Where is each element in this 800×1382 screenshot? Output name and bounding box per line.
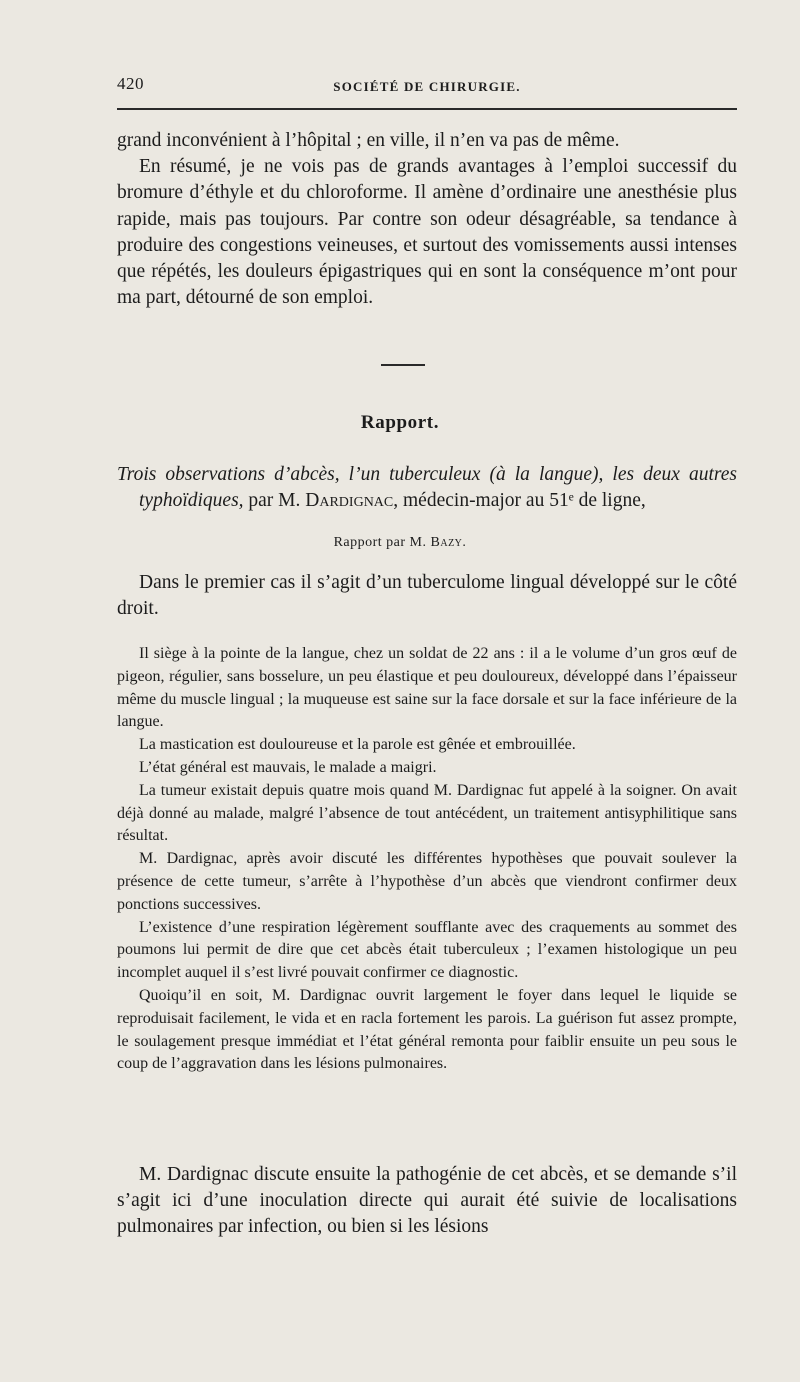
case-paragraph-5: M. Dardignac, après avoir discuté les différentes hypothèses que pouvait soulever la présence de cette tumeur, s’arrête à l’hypothèse d’un abcès que viendront confirmer deux ponctions successives. bbox=[117, 850, 737, 913]
intro-text bbox=[117, 128, 737, 311]
lead-paragraph: Dans le premier cas il s’agit d’un tuberculome lingual développé sur le côté droit. bbox=[117, 572, 737, 620]
report-title-rest: , médecin-major au 51ᵉ de ligne, bbox=[393, 490, 646, 511]
closing-paragraph: M. Dardignac discute ensuite la pathogénie de cet abcès, et se demande s’il s’agit ici d’une inoculation directe qui aurait été suivie de localisations pulmonaires par infection, ou bien si les lésions bbox=[117, 1164, 737, 1238]
case-paragraph-6: L’existence d’une respiration légèrement soufflante avec des craquements au sommet des poumons lui permit de dire que cet abcès était tuberculeux ; l’examen histologique un peu incomplet auquel il s’est livré pouvait confirmer ce diagnostic. bbox=[117, 918, 737, 982]
case-paragraph-4: La tumeur existait depuis quatre mois quand M. Dardignac fut appelé à la soigner. On avait déjà donné au malade, malgré l’absence de tout antécédent, un traitement antisyphilitique sans résultat. bbox=[117, 781, 737, 845]
case-paragraph-3: L’état général est mauvais, le malade a maigri. bbox=[139, 758, 437, 776]
case-text bbox=[117, 643, 737, 1076]
report-title bbox=[117, 462, 737, 514]
section-separator bbox=[381, 364, 425, 366]
section-heading: Rapport. bbox=[360, 412, 440, 433]
intro-paragraph-2: En résumé, je ne vois pas de grands avantages à l’emploi successif du bromure d’éthyle et du chloroforme. Il amène d’ordinaire une anesthésie plus rapide, mais pas toujours. Par contre son odeur désagréable, sa tendance à produire des congestions veineuses, et surtout des vomissements aussi intenses que répétés, les douleurs épigastriques qui en sont la conséquence m’ont pour ma part, détourné de son emploi. bbox=[117, 156, 737, 309]
rapporteur-name: Bazy bbox=[430, 535, 463, 550]
report-title-italic: Trois observations d’abcès, l’un tuberculeux (à la langue), les deux autres typhoïdiques, bbox=[117, 464, 737, 511]
rapporteur-line bbox=[0, 535, 800, 551]
running-title: SOCIÉTÉ DE CHIRURGIE. bbox=[333, 79, 521, 94]
case-paragraph-7: Quoiqu’il en soit, M. Dardignac ouvrit largement le foyer dans lequel le liquide se reproduisait facilement, le vida et en racla fortement les parois. La guérison fut assez prompte, le soulagement presque immédiat et l’état général remonta pour faiblir ensuite un peu sous le coup de l’aggravation dans les lésions pulmonaires. bbox=[117, 986, 737, 1073]
case-paragraph-1: Il siège à la pointe de la langue, chez un soldat de 22 ans : il a le volume d’un gros œuf de pigeon, régulier, sans bosselure, un peu élastique et peu douloureux, développé dans l’épaisseur même du muscle lingual ; la muqueuse est saine sur la face dorsale et sur la face inférieure de la langue. bbox=[117, 645, 737, 731]
header-rule bbox=[117, 108, 737, 110]
rapporteur-suffix: . bbox=[462, 535, 467, 550]
report-title-author: Dardignac bbox=[305, 490, 394, 511]
rapporteur-prefix: Rapport par M. bbox=[333, 535, 427, 550]
case-paragraph-2: La mastication est douloureuse et la parole est gênée et embrouillée. bbox=[139, 736, 576, 754]
closing-text bbox=[117, 1162, 737, 1241]
page-number: 420 bbox=[117, 74, 144, 93]
page-header bbox=[117, 74, 737, 104]
report-title-by: par M. bbox=[248, 490, 301, 511]
intro-paragraph-1: grand inconvénient à l’hôpital ; en ville, il n’en va pas de même. bbox=[117, 130, 620, 151]
lead-text bbox=[117, 570, 737, 622]
